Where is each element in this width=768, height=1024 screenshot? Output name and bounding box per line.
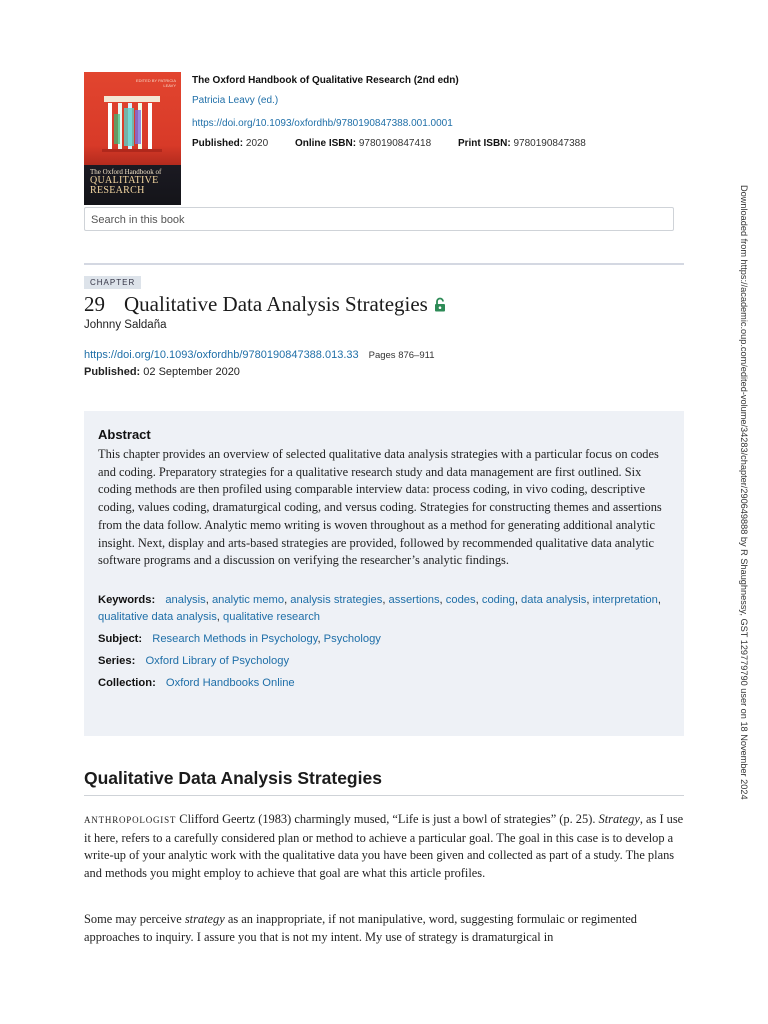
chapter-doi-link[interactable]: https://doi.org/10.1093/oxfordhb/9780190847388.013.33 [84,349,359,361]
book-publication-info: Published: 2020 Online ISBN: 9780190847418 Print ISBN: 9780190847388 [192,138,586,149]
chapter-published: Published: 02 September 2020 [84,366,240,378]
chapter-doi-row [84,349,434,361]
section-heading: Qualitative Data Analysis Strategies [84,768,382,788]
body-paragraph: Some may perceive strategy as an inappropriate, if not manipulative, word, suggesting formulaic or regimented approaches to inquiry. I assure you that is not my intent. My use of strategy is dramaturgical in [84,912,637,944]
keyword-link[interactable]: coding [481,593,515,606]
keyword-link[interactable]: analysis [165,593,206,606]
book-header [84,72,684,205]
cover-series-text: The Oxford Handbook of [90,168,162,176]
keyword-link[interactable]: interpretation [592,593,658,606]
keyword-link[interactable]: analysis strategies [290,593,383,606]
download-watermark: Downloaded from https://academic.oup.com/edited-volume/34283/chapter/290649888 by R Shaughnessy, GST 129779790 user on 18 November 2024 [739,185,749,800]
search-in-book-input[interactable]: Search in this book [84,207,674,231]
series-link[interactable]: Oxford Library of Psychology [145,654,290,667]
collection-row: Collection: Oxford Handbooks Online [98,676,295,689]
book-meta [192,72,586,150]
abstract-heading: Abstract [98,427,151,442]
subject-row: Subject: Research Methods in Psychology, Psychology [98,632,381,645]
cover-editor-text: EDITED BY PATRICIA LEAVY [135,78,176,88]
subject-link[interactable]: Psychology [323,632,381,645]
divider [84,263,684,265]
subject-link[interactable]: Research Methods in Psychology [152,632,318,645]
chapter-number: 29 [84,292,105,316]
subject-list: Research Methods in Psychology, Psychology [152,632,381,645]
keyword-link[interactable]: assertions [388,593,440,606]
series-row: Series: Oxford Library of Psychology [98,654,290,667]
body-paragraph: ANTHROPOLOGIST Clifford Geertz (1983) charmingly mused, “Life is just a bowl of strategies” (p. 25). Strategy, as I use it here, refers to a carefully considered plan or method to achieve a particular goal. The goal in this case is to develop a write-up of your analytic work with the qualitative data you have been given and collected as part of a study. The plans and methods you might employ to achieve that goal are what this article profiles. [84,812,684,881]
chapter-title [84,292,446,318]
chapter-author[interactable]: Johnny Saldaña [84,319,167,331]
book-editor-link[interactable]: Patricia Leavy (ed.) [192,95,279,106]
chapter-tag: CHAPTER [84,276,141,289]
abstract-text: This chapter provides an overview of selected qualitative data analysis strategies with a particular focus on codes and coding. Preparatory strategies for a qualitative research study and data management are first outlined. Six coding methods are then profiled using comparable interview data: process coding, in vivo coding, descriptive coding, values coding, dramaturgical coding, and versus coding. Strategies for constructing themes and assertions from the data follow. Analytic memo writing is woven throughout as a method for generating additional analytic insight. Next, display and arts-based strategies are provided, followed by recommended qualitative data analytic software programs and a discussion on verifying the researcher’s analytic findings. [98,447,662,568]
chapter-title-text: Qualitative Data Analysis Strategies [124,292,428,316]
abstract-panel [84,411,684,736]
collection-link[interactable]: Oxford Handbooks Online [165,676,295,689]
chapter-pages: Pages 876–911 [368,350,435,361]
book-doi-link[interactable]: https://doi.org/10.1093/oxfordhb/9780190847388.001.0001 [192,118,453,129]
keywords-list: analysis, analytic memo, analysis strategies, assertions, codes, coding, data analysis, interpretation, qualitative data analysis, qualitative research [98,593,661,623]
abstract-metadata [98,592,670,692]
keyword-link[interactable]: qualitative research [223,610,321,623]
book-title[interactable]: The Oxford Handbook of Qualitative Research (2nd edn) [192,75,459,86]
cover-pavilion-graphic [102,94,162,156]
keyword-link[interactable]: codes [445,593,476,606]
keyword-link[interactable]: data analysis [521,593,587,606]
divider [84,795,684,796]
cover-title: QUALITATIVE RESEARCH [90,175,159,196]
book-cover[interactable] [84,72,181,205]
keyword-link[interactable]: qualitative data analysis [98,610,217,623]
keywords-row: Keywords: analysis, analytic memo, analysis strategies, assertions, codes, coding, data analysis, interpretation, qualitative data analysis, qualitative research [98,593,661,623]
keyword-link[interactable]: analytic memo [211,593,285,606]
open-lock-icon [434,293,446,318]
